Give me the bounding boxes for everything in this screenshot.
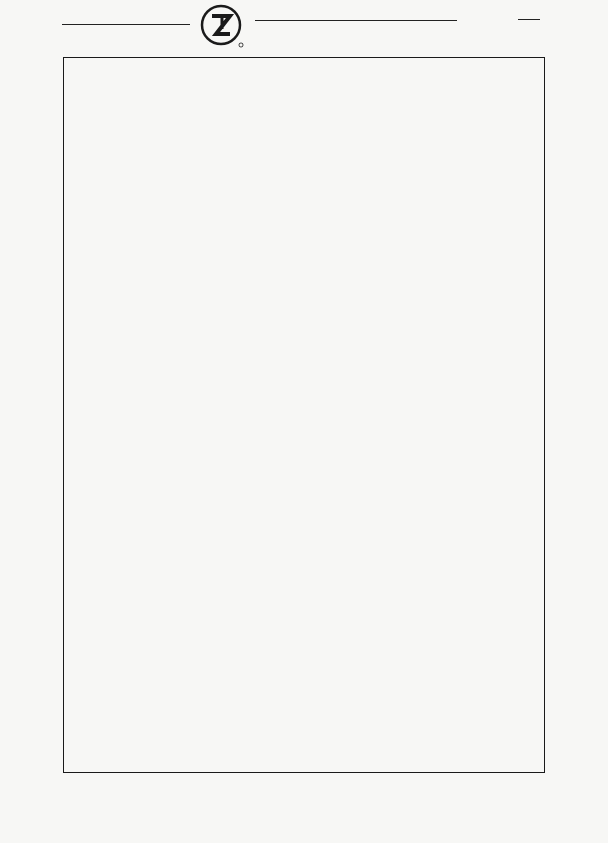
header-rule-right: [255, 20, 457, 21]
needle-catalog-table: [63, 57, 545, 773]
header-rule-tail: [518, 19, 540, 20]
header-rule-left: [62, 24, 190, 25]
page-header: [0, 0, 608, 50]
zl-logo-icon: [199, 3, 245, 49]
